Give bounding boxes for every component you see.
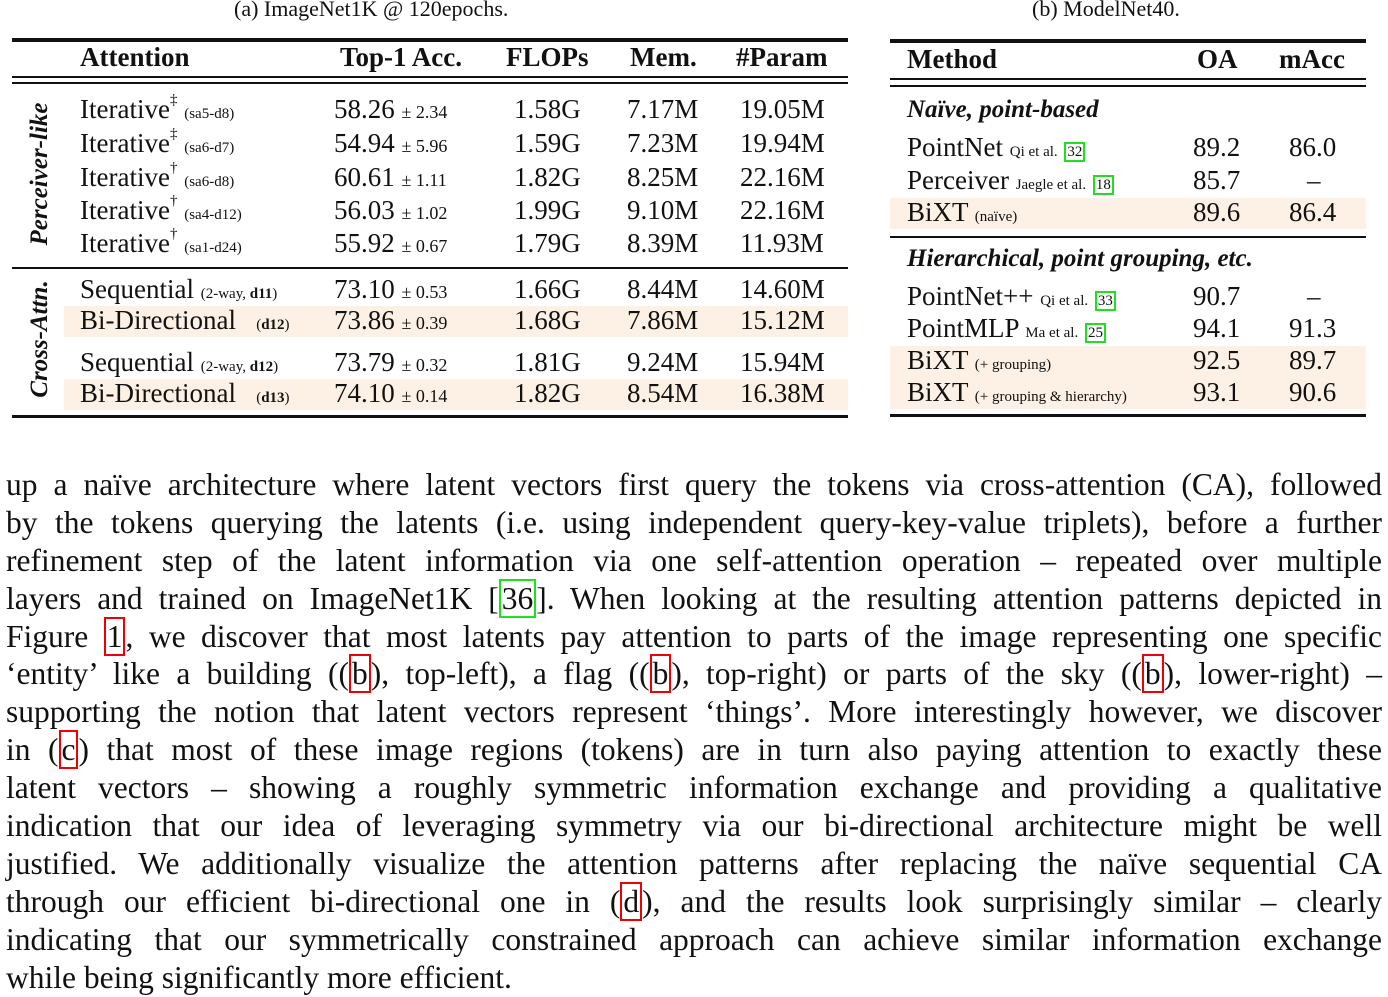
table-row-name: Iterative† (sa4-d12): [80, 193, 242, 225]
text-line: [6, 618, 1382, 656]
oa: 89.2: [1193, 132, 1241, 162]
flops: 1.79G: [514, 228, 581, 258]
figure-ref-link[interactable]: c: [59, 730, 79, 769]
flops: 1.82G: [514, 378, 581, 408]
text-segment: ) that most of these image regions (tokens) are in turn also paying attention to exactly these: [78, 732, 1382, 768]
table-row-name: PointNet++ Qi et al. 33: [907, 281, 1116, 312]
group-rule: [12, 267, 848, 269]
params: 14.60M: [740, 274, 825, 304]
text-line: [6, 959, 1382, 997]
memory: 7.17M: [627, 94, 699, 124]
figure-ref-link[interactable]: b: [1142, 654, 1164, 693]
top1-acc: 73.86 ± 0.39: [334, 305, 448, 335]
text-line: [6, 921, 1382, 959]
table-row-name: Bi-Directional (d13): [80, 378, 290, 408]
macc: 86.4: [1289, 197, 1337, 227]
flops: 1.59G: [514, 128, 581, 158]
text-segment: while being significantly more efficient.: [6, 959, 512, 995]
text-segment: latent vectors – showing a roughly symmetric information exchange and providing a qualitative: [6, 770, 1382, 806]
flops: 1.99G: [514, 195, 581, 225]
oa: 92.5: [1193, 345, 1241, 375]
params: 16.38M: [740, 378, 825, 408]
text-segment: justified. We additionally visualize the attention patterns after replacing the naïve sequential CA: [6, 845, 1382, 881]
params: 22.16M: [740, 195, 825, 225]
memory: 9.24M: [627, 347, 699, 377]
bottom-rule: [12, 415, 848, 418]
table-row-name: Iterative‡ (sa5-d8): [80, 92, 235, 124]
top1-acc: 73.79 ± 0.32: [334, 347, 448, 377]
text-segment: ), top-left), a flag ((: [370, 656, 650, 692]
params: 19.94M: [740, 128, 825, 158]
text-line: [6, 693, 1382, 731]
text-segment: through our efficient bi-directional one in (: [6, 883, 621, 919]
table-row-name: BiXT (naïve): [907, 197, 1018, 227]
table-row-name: Iterative† (sa1-d24): [80, 226, 242, 258]
column-header: Attention: [80, 42, 190, 72]
memory: 8.44M: [627, 274, 699, 304]
header-rule: [12, 76, 848, 78]
params: 15.12M: [740, 305, 825, 335]
oa: 93.1: [1193, 377, 1241, 407]
header-rule: [890, 78, 1366, 80]
column-header: #Param: [736, 42, 828, 72]
text-segment: refinement step of the latent information via one self-attention operation – repeated over multiple: [6, 542, 1382, 578]
text-segment: supporting the notion that latent vectors represent ‘things’. More interestingly however, we discover: [6, 694, 1382, 730]
table-row-name: PointNet Qi et al. 32: [907, 132, 1085, 163]
column-header: Mem.: [630, 42, 697, 72]
text-segment: ), top-right) or parts of the sky ((: [671, 656, 1142, 692]
text-line: [6, 845, 1382, 883]
text-segment: ]. When looking at the resulting attention patterns depicted in: [536, 580, 1382, 616]
text-segment: ), lower-right) –: [1163, 656, 1382, 692]
text-line: [6, 807, 1382, 845]
header-rule: [12, 82, 848, 84]
section-label: Hierarchical, point grouping, etc.: [907, 245, 1253, 272]
macc: –: [1307, 281, 1321, 311]
text-segment: ‘entity’ like a building ((: [6, 656, 350, 692]
bottom-rule: [890, 414, 1366, 417]
text-segment: by the tokens querying the latents (i.e. using independent query-key-value triplets), before a further: [6, 504, 1382, 540]
text-segment: up a naïve architecture where latent vectors first query the tokens via cross-attention (CA), followed: [6, 467, 1382, 502]
macc: 91.3: [1289, 313, 1337, 343]
table-row-name: BiXT (+ grouping & hierarchy): [907, 377, 1127, 407]
text-line: [6, 580, 1382, 618]
macc: 90.6: [1289, 377, 1337, 407]
citation-link[interactable]: 18: [1093, 175, 1114, 195]
table-row-name: Bi-Directional (d12): [80, 305, 290, 335]
flops: 1.81G: [514, 347, 581, 377]
citation-link[interactable]: 25: [1085, 323, 1106, 343]
table-row-name: Iterative‡ (sa6-d7): [80, 126, 235, 158]
top1-acc: 58.26 ± 2.34: [334, 94, 448, 124]
table-row-name: Sequential (2-way, d11): [80, 274, 278, 304]
top1-acc: 60.61 ± 1.11: [334, 162, 447, 192]
table-b-caption: (b) ModelNet40.: [1032, 0, 1180, 21]
text-line: [6, 731, 1382, 769]
flops: 1.68G: [514, 305, 581, 335]
text-segment: Figure: [6, 618, 104, 654]
table-row-name: Iterative† (sa6-d8): [80, 160, 235, 192]
memory: 8.39M: [627, 228, 699, 258]
figure-ref-link[interactable]: b: [349, 654, 371, 693]
table-row-name: Perceiver Jaegle et al. 18: [907, 165, 1114, 196]
top1-acc: 74.10 ± 0.14: [334, 378, 448, 408]
group-label: Cross-Attn.: [26, 280, 53, 398]
macc: 89.7: [1289, 345, 1337, 375]
text-line: [6, 504, 1382, 542]
column-header: Top-1 Acc.: [340, 42, 463, 72]
header-rule: [890, 85, 1366, 87]
macc: 86.0: [1289, 132, 1337, 162]
column-header: OA: [1197, 44, 1238, 74]
column-header: FLOPs: [506, 42, 589, 72]
params: 11.93M: [740, 228, 824, 258]
flops: 1.66G: [514, 274, 581, 304]
text-line: [6, 769, 1382, 807]
memory: 8.25M: [627, 162, 699, 192]
top-rule: [890, 39, 1366, 43]
table-row-name: Sequential (2-way, d12): [80, 347, 279, 377]
memory: 9.10M: [627, 195, 699, 225]
citation-link[interactable]: 33: [1095, 291, 1116, 311]
top1-acc: 54.94 ± 5.96: [334, 128, 448, 158]
text-line: [6, 542, 1382, 580]
table-row-name: PointMLP Ma et al. 25: [907, 313, 1106, 344]
oa: 94.1: [1193, 313, 1241, 343]
text-segment: indicating that our symmetrically constrained approach can achieve similar information exchange: [6, 921, 1382, 957]
figure-ref-link[interactable]: b: [650, 654, 672, 693]
citation-link[interactable]: 32: [1064, 142, 1085, 162]
text-line: [6, 466, 1382, 504]
top1-acc: 55.92 ± 0.67: [334, 228, 448, 258]
memory: 7.23M: [627, 128, 699, 158]
text-segment: , we discover that most latents pay attention to parts of the image representing one specific: [125, 618, 1382, 654]
params: 15.94M: [740, 347, 825, 377]
memory: 8.54M: [627, 378, 699, 408]
macc: –: [1307, 165, 1321, 195]
top1-acc: 73.10 ± 0.53: [334, 274, 448, 304]
section-label: Naïve, point-based: [907, 96, 1099, 123]
text-line: [6, 655, 1382, 693]
column-header: Method: [907, 44, 997, 74]
flops: 1.82G: [514, 162, 581, 192]
text-segment: ), and the results look surprisingly similar – clearly: [642, 883, 1382, 919]
column-header: mAcc: [1279, 44, 1345, 74]
oa: 89.6: [1193, 197, 1241, 227]
text-line: [6, 883, 1382, 921]
figure-ref-link[interactable]: d: [620, 882, 642, 921]
text-segment: in (: [6, 732, 59, 768]
params: 19.05M: [740, 94, 825, 124]
table-a-caption: (a) ImageNet1K @ 120epochs.: [234, 0, 509, 21]
body-paragraph: [6, 466, 1382, 996]
figure-ref-link[interactable]: 1: [104, 617, 126, 656]
oa: 85.7: [1193, 165, 1241, 195]
text-segment: layers and trained on ImageNet1K [: [6, 580, 499, 616]
flops: 1.58G: [514, 94, 581, 124]
text-segment: indication that our idea of leveraging symmetry via our bi-directional architecture might be well: [6, 808, 1382, 844]
oa: 90.7: [1193, 281, 1241, 311]
params: 22.16M: [740, 162, 825, 192]
citation-link[interactable]: 36: [499, 579, 537, 618]
top1-acc: 56.03 ± 1.02: [334, 195, 448, 225]
memory: 7.86M: [627, 305, 699, 335]
section-rule: [890, 236, 1366, 238]
table-row-name: BiXT (+ grouping): [907, 345, 1052, 375]
group-label: Perceiver-like: [26, 102, 53, 246]
